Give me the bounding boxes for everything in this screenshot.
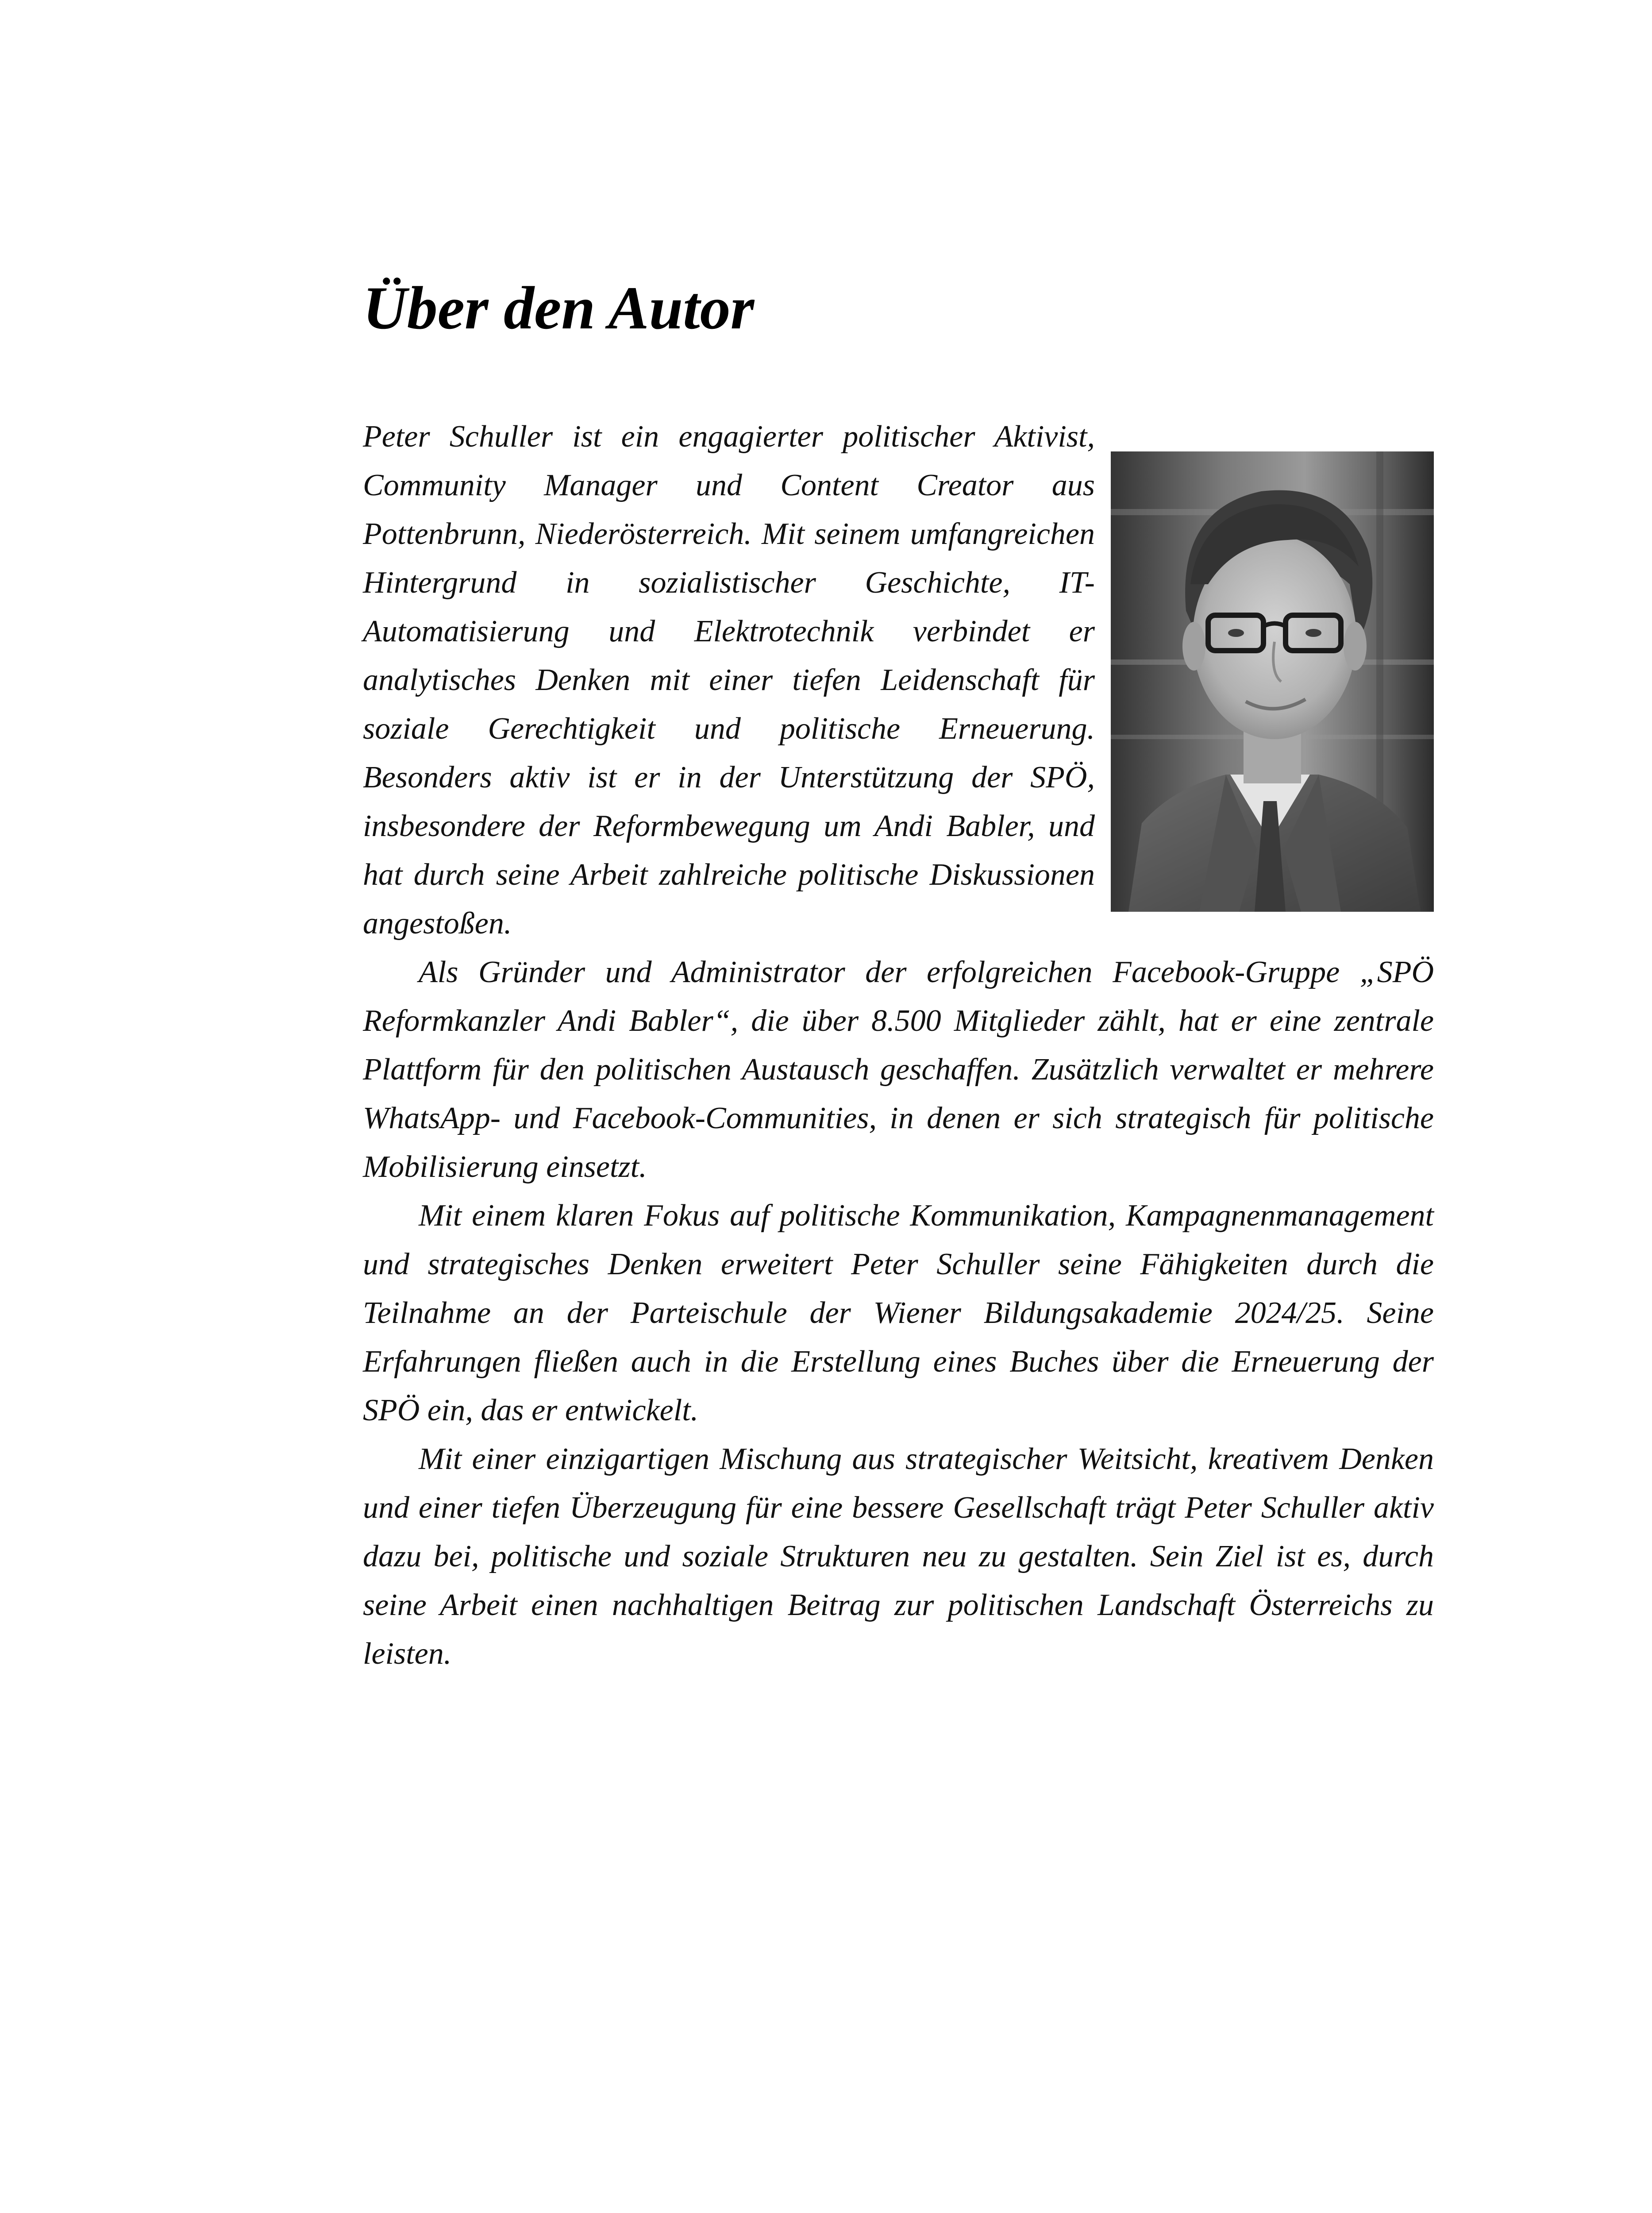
bio-paragraph: Als Gründer und Administrator der erfolgreichen Facebook-Gruppe „SPÖ Reformkanzler Andi Babler“, die über 8.500 Mitglieder zählt, hat er eine zentrale Plattform für den politischen Austausch geschaffen. Zusätzlich verwaltet er mehrere WhatsApp- und Facebook-Communities, in denen er sich strategisch für politische Mobilisierung einsetzt.	[363, 955, 1434, 1184]
bio-paragraph: Mit einem klaren Fokus auf politische Kommunikation, Kampagnenmanagement und strategisches Denken erweitert Peter Schuller seine Fähigkeiten durch die Teilnahme an der Parteischule der Wiener Bildungsakademie 2024/25. Seine Erfahrungen fließen auch in die Erstellung eines Buches über die Erneuerung der SPÖ ein, das er entwickelt.	[363, 1199, 1434, 1427]
author-bio	[363, 413, 1434, 1678]
bio-paragraph: Mit einer einzigartigen Mischung aus strategischer Weitsicht, kreativem Denken und einer tiefen Überzeugung für eine bessere Gesellschaft trägt Peter Schuller aktiv dazu bei, politische und soziale Strukturen neu zu gestalten. Sein Ziel ist es, durch seine Arbeit einen nachhaltigen Beitrag zur politischen Landschaft Österreichs zu leisten.	[363, 1442, 1434, 1671]
author-portrait-photo	[1111, 451, 1434, 912]
page-title: Über den Autor	[363, 274, 755, 342]
portrait-photo-icon	[1111, 451, 1434, 912]
bio-paragraph: Peter Schuller ist ein engagierter politischer Aktivist, Community Manager und Content Creator aus Pottenbrunn, Niederösterreich. Mit seinem umfangreichen Hintergrund in sozialistischer Geschichte, IT-Automatisierung und Elektrotechnik verbindet er analytisches Denken mit einer tiefen Leidenschaft für soziale Gerechtigkeit und politische Erneuerung. Besonders aktiv ist er in der Unterstützung der SPÖ, insbesondere der Reformbewegung um Andi Babler, und hat durch seine Arbeit zahlreiche politische Diskussionen angestoßen.	[363, 420, 1095, 941]
